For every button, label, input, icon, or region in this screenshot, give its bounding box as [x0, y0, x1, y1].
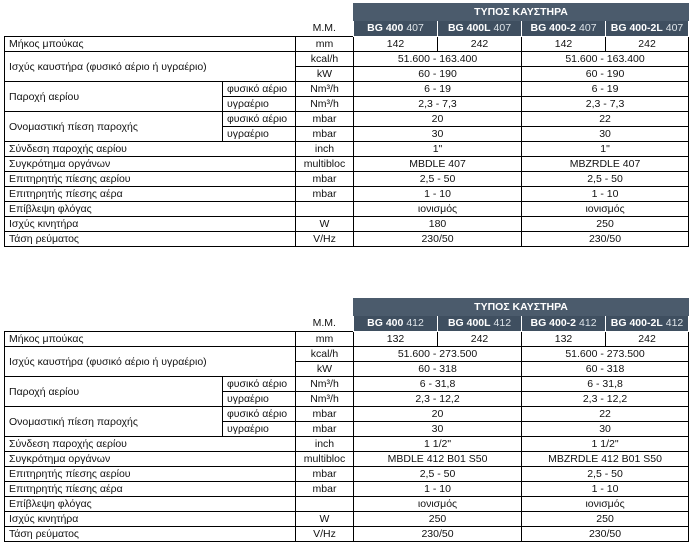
cell: 1": [354, 142, 522, 157]
row-unit: [296, 202, 354, 217]
model-header: BG 400 412: [354, 316, 438, 332]
row-unit: multibloc: [296, 452, 354, 467]
row-sublabel: υγραέριο: [223, 97, 296, 112]
cell: 60 - 318: [522, 362, 689, 377]
model-header: BG 400-2L 407: [606, 21, 689, 37]
row-sublabel: φυσικό αέριο: [223, 407, 296, 422]
table-row: [5, 497, 689, 512]
row-unit: mm: [296, 332, 354, 347]
cell: 1 - 10: [354, 187, 522, 202]
row-sublabel: φυσικό αέριο: [223, 112, 296, 127]
table-row: [5, 82, 689, 97]
cell: 60 - 318: [354, 362, 522, 377]
cell: 230/50: [522, 232, 689, 247]
burner-type-header: ΤΥΠΟΣ ΚΑΥΣΤΗΡΑ: [354, 4, 689, 21]
cell: 51.600 - 163.400: [522, 52, 689, 67]
row-unit: mbar: [296, 187, 354, 202]
cell: 2,3 - 12,2: [354, 392, 522, 407]
row-sublabel: υγραέριο: [223, 422, 296, 437]
model-header: BG 400-2L 412: [606, 316, 689, 332]
row-label: Μήκος μπούκας: [5, 37, 296, 52]
row-unit: kW: [296, 362, 354, 377]
cell: 230/50: [354, 232, 522, 247]
cell: 242: [606, 37, 689, 52]
cell: 30: [354, 422, 522, 437]
cell: 250: [354, 512, 522, 527]
row-sublabel: φυσικό αέριο: [223, 82, 296, 97]
unit-header: Μ.Μ.: [312, 317, 336, 330]
table-row: [5, 407, 689, 422]
row-sublabel: υγραέριο: [223, 392, 296, 407]
model-header: BG 400L 407: [438, 21, 522, 37]
cell: ιονισμός: [354, 202, 522, 217]
row-unit: Nm³/h: [296, 377, 354, 392]
cell: 22: [522, 112, 689, 127]
row-label: Ισχύς κινητήρα: [5, 217, 296, 232]
row-label: Επιτηρητής πίεσης αερίου: [5, 172, 296, 187]
cell: 242: [438, 37, 522, 52]
row-label: Ισχύς καυστήρα (φυσικό αέριο ή υγραέριο): [5, 52, 296, 82]
row-unit: Nm³/h: [296, 97, 354, 112]
table-row: [5, 202, 689, 217]
cell: 1 - 10: [522, 482, 689, 497]
cell: 230/50: [354, 527, 522, 542]
row-label: Παροχή αερίου: [5, 82, 223, 112]
cell: 2,3 - 12,2: [522, 392, 689, 407]
cell: 2,5 - 50: [354, 172, 522, 187]
table-row: [5, 347, 689, 362]
row-label: Ισχύς κινητήρα: [5, 512, 296, 527]
cell: ιονισμός: [522, 202, 689, 217]
cell: 6 - 31,8: [354, 377, 522, 392]
row-label: Παροχή αερίου: [5, 377, 223, 407]
cell: 6 - 19: [522, 82, 689, 97]
cell: 1 1/2": [522, 437, 689, 452]
table-row: [5, 232, 689, 247]
cell: 2,5 - 50: [522, 172, 689, 187]
row-unit: kcal/h: [296, 52, 354, 67]
cell: 2,5 - 50: [354, 467, 522, 482]
cell: ιονισμός: [522, 497, 689, 512]
row-unit: mbar: [296, 112, 354, 127]
row-unit: Nm³/h: [296, 82, 354, 97]
table-row: [5, 332, 689, 347]
table-row: [5, 52, 689, 67]
cell: MBZRDLE 407: [522, 157, 689, 172]
cell: 30: [522, 127, 689, 142]
cell: 1 1/2": [354, 437, 522, 452]
cell: 242: [606, 332, 689, 347]
cell: 230/50: [522, 527, 689, 542]
row-label: Ονομαστική πίεση παροχής: [5, 407, 223, 437]
row-unit: mbar: [296, 172, 354, 187]
row-unit: W: [296, 512, 354, 527]
row-unit: mbar: [296, 127, 354, 142]
row-label: Συγκρότημα οργάνων: [5, 452, 296, 467]
burner-type-header: ΤΥΠΟΣ ΚΑΥΣΤΗΡΑ: [354, 299, 689, 316]
row-unit: mbar: [296, 422, 354, 437]
cell: 1 - 10: [354, 482, 522, 497]
cell: 2,3 - 7,3: [354, 97, 522, 112]
row-label: Σύνδεση παροχής αερίου: [5, 142, 296, 157]
table-row: [5, 142, 689, 157]
row-sublabel: φυσικό αέριο: [223, 377, 296, 392]
row-label: Επίβλεψη φλόγας: [5, 497, 296, 512]
row-label: Μήκος μπούκας: [5, 332, 296, 347]
row-unit: mbar: [296, 482, 354, 497]
table-row: [5, 112, 689, 127]
cell: 132: [354, 332, 438, 347]
row-unit: [296, 497, 354, 512]
row-label: Σύνδεση παροχής αερίου: [5, 437, 296, 452]
cell: 30: [522, 422, 689, 437]
cell: MBDLE 412 B01 S50: [354, 452, 522, 467]
model-header: BG 400-2 412: [522, 316, 606, 332]
cell: 242: [438, 332, 522, 347]
row-label: Συγκρότημα οργάνων: [5, 157, 296, 172]
row-label: Ισχύς καυστήρα (φυσικό αέριο ή υγραέριο): [5, 347, 296, 377]
cell: MBDLE 407: [354, 157, 522, 172]
row-unit: mm: [296, 37, 354, 52]
model-header: BG 400 407: [354, 21, 438, 37]
cell: 60 - 190: [522, 67, 689, 82]
row-unit: multibloc: [296, 157, 354, 172]
row-unit: inch: [296, 142, 354, 157]
unit-header: Μ.Μ.: [312, 22, 336, 35]
row-label: Τάση ρεύματος: [5, 232, 296, 247]
cell: 180: [354, 217, 522, 232]
cell: MBZRDLE 412 B01 S50: [522, 452, 689, 467]
table-row: [5, 512, 689, 527]
table-row: [5, 217, 689, 232]
cell: 51.600 - 163.400: [354, 52, 522, 67]
row-label: Ονομαστική πίεση παροχής: [5, 112, 223, 142]
model-header: BG 400-2 407: [522, 21, 606, 37]
cell: 1 - 10: [522, 187, 689, 202]
row-unit: V/Hz: [296, 232, 354, 247]
cell: ιονισμός: [354, 497, 522, 512]
table-row: [5, 377, 689, 392]
spec-table-407: [4, 3, 689, 247]
cell: 51.600 - 273.500: [354, 347, 522, 362]
cell: 132: [522, 332, 606, 347]
row-label: Επιτηρητής πίεσης αέρα: [5, 482, 296, 497]
row-sublabel: υγραέριο: [223, 127, 296, 142]
table-row: [5, 467, 689, 482]
row-unit: V/Hz: [296, 527, 354, 542]
row-label: Επίβλεψη φλόγας: [5, 202, 296, 217]
row-unit: W: [296, 217, 354, 232]
cell: 6 - 31,8: [522, 377, 689, 392]
cell: 1": [522, 142, 689, 157]
row-label: Επιτηρητής πίεσης αερίου: [5, 467, 296, 482]
table-row: [5, 37, 689, 52]
table-row: [5, 527, 689, 542]
spec-table-412: [4, 298, 689, 542]
row-label: Επιτηρητής πίεσης αέρα: [5, 187, 296, 202]
row-unit: mbar: [296, 407, 354, 422]
table-row: [5, 482, 689, 497]
cell: 60 - 190: [354, 67, 522, 82]
cell: 250: [522, 217, 689, 232]
row-unit: inch: [296, 437, 354, 452]
cell: 2,5 - 50: [522, 467, 689, 482]
model-header: BG 400L 412: [438, 316, 522, 332]
cell: 142: [522, 37, 606, 52]
row-unit: Nm³/h: [296, 392, 354, 407]
table-row: [5, 172, 689, 187]
cell: 30: [354, 127, 522, 142]
cell: 20: [354, 112, 522, 127]
table-row: [5, 437, 689, 452]
cell: 2,3 - 7,3: [522, 97, 689, 112]
row-label: Τάση ρεύματος: [5, 527, 296, 542]
cell: 6 - 19: [354, 82, 522, 97]
cell: 51.600 - 273.500: [522, 347, 689, 362]
row-unit: kcal/h: [296, 347, 354, 362]
table-row: [5, 187, 689, 202]
cell: 20: [354, 407, 522, 422]
table-row: [5, 157, 689, 172]
row-unit: kW: [296, 67, 354, 82]
table-row: [5, 452, 689, 467]
cell: 22: [522, 407, 689, 422]
cell: 250: [522, 512, 689, 527]
row-unit: mbar: [296, 467, 354, 482]
cell: 142: [354, 37, 438, 52]
